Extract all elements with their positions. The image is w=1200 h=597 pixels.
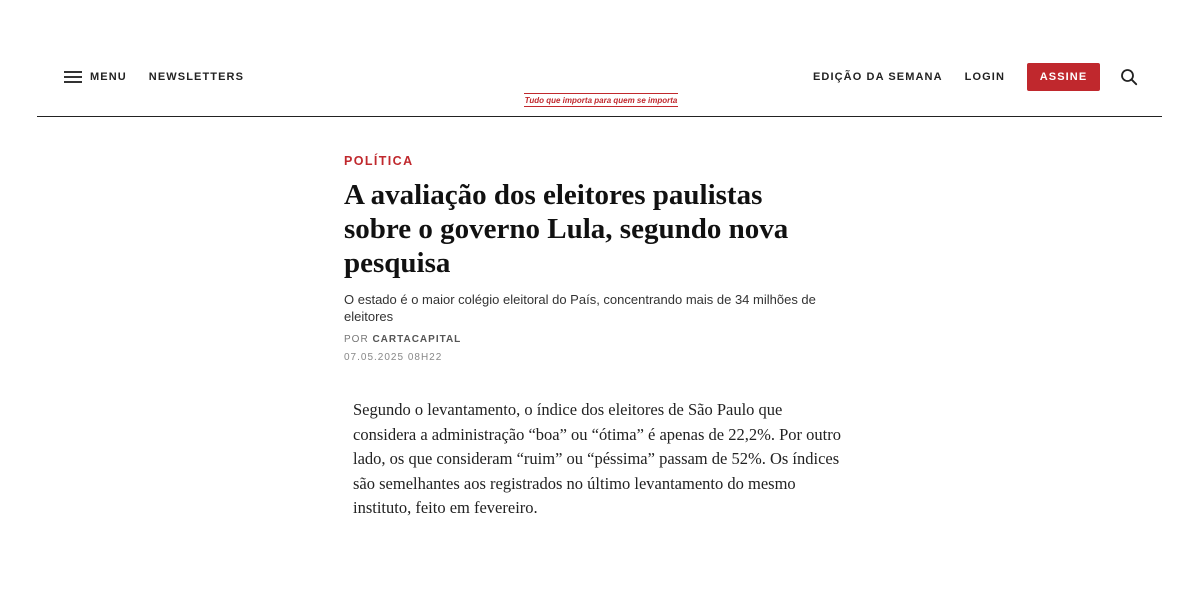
article-headline: A avaliação dos eleitores paulistas sobre o governo Lula, segundo nova pesquisa: [344, 179, 789, 279]
category-link[interactable]: POLÍTICA: [344, 154, 414, 168]
menu-button[interactable]: [64, 71, 127, 84]
search-icon[interactable]: [1120, 68, 1138, 86]
site-tagline: Tudo que importa para quem se importa: [524, 93, 679, 107]
article-header: [344, 152, 864, 363]
nav-left: [64, 68, 244, 86]
newsletters-link[interactable]: NEWSLETTERS: [148, 71, 245, 83]
article-byline: [344, 334, 864, 345]
byline-prefix: POR: [344, 334, 369, 345]
menu-label[interactable]: MENU: [90, 71, 127, 83]
site-header: [37, 0, 1162, 117]
nav-right: [813, 63, 1138, 91]
publish-date: 07.05.2025 08H22: [344, 352, 443, 363]
subscribe-button[interactable]: ASSINE: [1027, 63, 1100, 91]
article-body-paragraph: Segundo o levantamento, o índice dos eleitores de São Paulo que considera a administração “boa” ou “ótima” é apenas de 22,2%. Por outro lado, os que consideram “ruim” ou “péssima” passam de 52%. Os índices são semelhantes aos registrados no último levantamento do mesmo instituto, feito em fevereiro.: [353, 400, 841, 517]
site-logo[interactable]: [517, 90, 685, 108]
login-link[interactable]: LOGIN: [964, 71, 1005, 83]
author-link[interactable]: CARTACAPITAL: [372, 334, 462, 345]
article-subtitle: O estado é o maior colégio eleitoral do País, concentrando mais de 34 milhões de eleitores: [344, 292, 816, 324]
hamburger-icon[interactable]: [64, 71, 82, 84]
weekly-edition-link[interactable]: EDIÇÃO DA SEMANA: [813, 71, 943, 83]
